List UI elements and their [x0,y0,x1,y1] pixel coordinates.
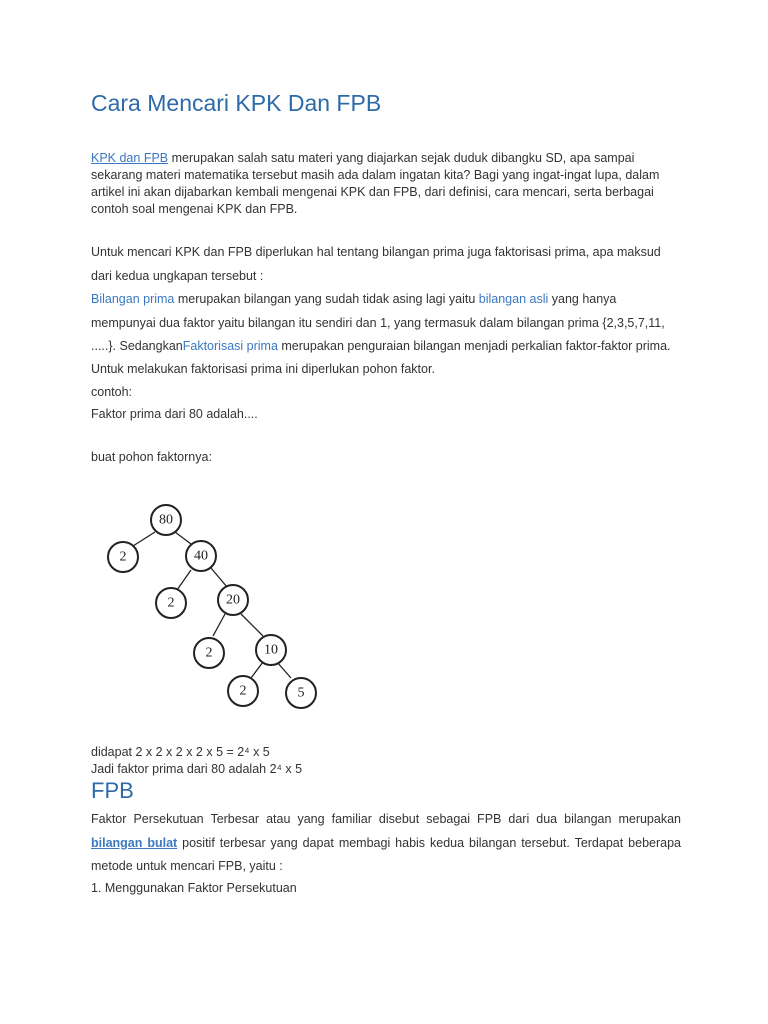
tree-node-label: 2 [119,549,127,565]
tree-node-label: 40 [194,548,208,564]
prime-definition-paragraph [91,288,681,359]
tree-edge [241,614,263,636]
bilangan-bulat-link[interactable]: bilangan bulat [91,835,178,850]
prime-text-2: yang hanya mempunyai dua faktor yaitu bilangan itu sendiri dan 1, yang termasuk dalam bilangan prima {2,3,5,7,11, .....}. Sedangkan [91,292,665,353]
fpb-definition-paragraph [91,808,681,879]
tree-edge [175,532,191,544]
tree-node-label: 5 [297,685,305,701]
tree-edge [277,662,291,678]
tree-edge [177,570,191,590]
tree-edge [213,614,225,636]
prime-text-1: merupakan bilangan yang sudah tidak asing lagi yaitu [174,292,479,306]
fpb-method-1: 1. Menggunakan Faktor Persekutuan [91,881,297,895]
prime-intro-paragraph: Untuk mencari KPK dan FPB diperlukan hal tentang bilangan prima juga faktorisasi prima, apa maksud dari kedua ungkapan tersebut : [91,245,661,283]
factor-tree-diagram [91,490,331,720]
fpb-heading: FPB [91,778,134,803]
tree-node-label: 10 [264,642,278,658]
contoh-label: contoh: [91,385,133,399]
fpb-text-2: positif terbesar yang dapat membagi habis kedua bilangan tersebut. Terdapat beberapa metode untuk mencari FPB, yaitu : [91,835,681,873]
faktorisasi-prima-link[interactable]: Faktorisasi prima [182,339,278,353]
tree-intro: buat pohon faktornya: [91,450,212,464]
intro-text: merupakan salah satu materi yang diajarkan sejak duduk dibangku SD, apa sampai sekarang materi matematika tersebut masih ada dalam ingatan kita? Bagi yang ingat-ingat lupa, dalam artikel ini akan dijabarkan kembali mengenai KPK dan FPB, dari definisi, cara mencari, serta berbagai contoh soal mengenai KPK dan FPB. [91,151,660,216]
tree-node-label: 2 [239,683,247,699]
tree-node-label: 2 [205,645,213,661]
bilangan-prima-link[interactable]: Bilangan prima [91,292,175,306]
page-title: Cara Mencari KPK Dan FPB [91,90,382,116]
factorization-conclusion: Jadi faktor prima dari 80 adalah 2⁴ x 5 [91,762,303,776]
tree-node-label: 2 [167,595,175,611]
prime-text-3: merupakan penguraian bilangan menjadi perkalian faktor-faktor prima. [277,339,671,353]
tree-node-label: 80 [159,512,173,528]
tree-edge [133,532,155,546]
intro-paragraph [91,150,681,218]
factorization-result: didapat 2 x 2 x 2 x 2 x 5 = 2⁴ x 5 [91,745,270,759]
tree-node-label: 20 [226,592,240,608]
example-question: Faktor prima dari 80 adalah.... [91,407,258,421]
fpb-text-1: Faktor Persekutuan Terbesar atau yang familiar disebut sebagai FPB dari dua bilangan merupakan [91,812,681,826]
tree-edge [251,662,263,678]
bilangan-asli-link[interactable]: bilangan asli [478,292,549,306]
tree-edge [211,568,227,587]
kpk-fpb-link[interactable]: KPK dan FPB [91,151,169,165]
factor-tree-note: Untuk melakukan faktorisasi prima ini diperlukan pohon faktor. [91,362,435,376]
